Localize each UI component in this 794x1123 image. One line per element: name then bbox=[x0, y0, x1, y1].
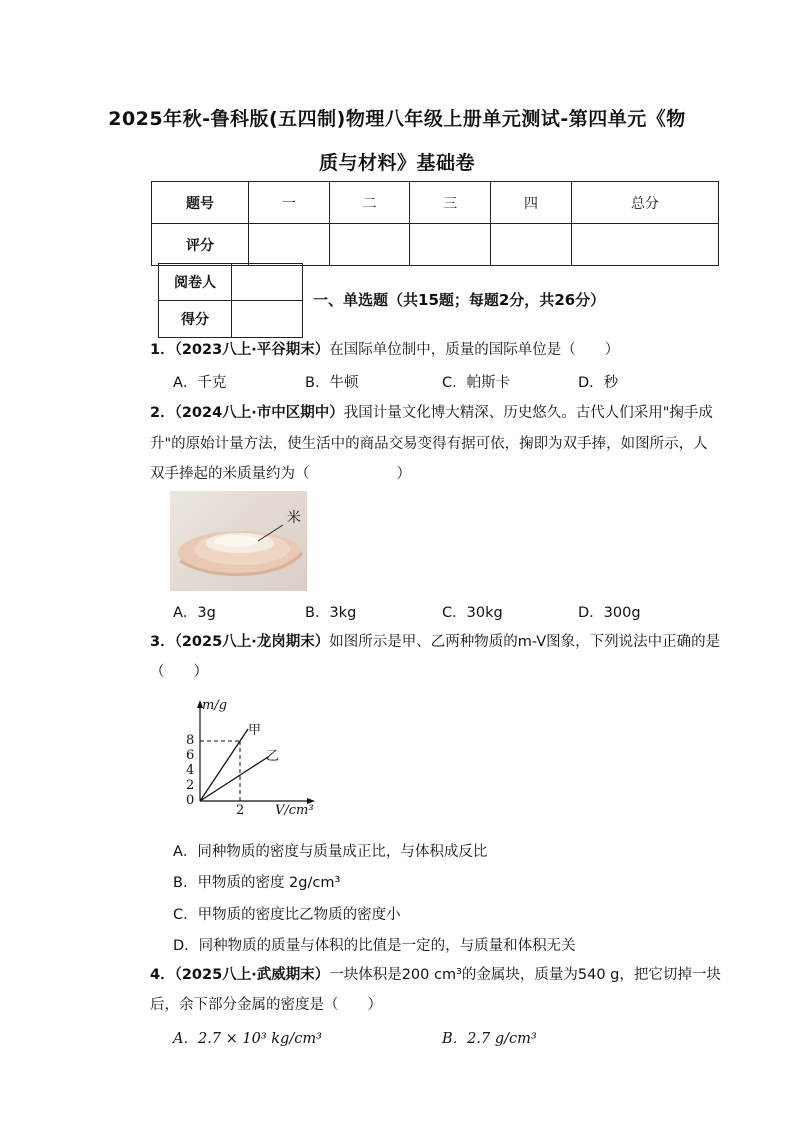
document-title-line2: 质与材料》基础卷 bbox=[318, 152, 475, 174]
q4-option-b: B．2.7 g/cm³ bbox=[442, 1031, 537, 1047]
reviewer-cell bbox=[232, 264, 303, 301]
y-tick-0: 0 bbox=[186, 793, 195, 808]
q1-option-c: C．帕斯卡 bbox=[442, 375, 511, 391]
reviewer-table bbox=[158, 263, 303, 338]
score-table-header-row bbox=[152, 182, 719, 224]
score-cell bbox=[491, 224, 572, 266]
score-cell bbox=[329, 224, 410, 266]
q3-option-c: C．甲物质的密度比乙物质的密度小 bbox=[173, 907, 401, 923]
score-table-col-1: 一 bbox=[249, 182, 330, 224]
line-yi bbox=[200, 757, 268, 801]
y-tick-6: 6 bbox=[186, 748, 195, 763]
question-1-text: 在国际单位制中，质量的国际单位是（ ） bbox=[329, 342, 620, 358]
question-4-line-1: 一块体积是200 cm³的金属块，质量为540 g，把它切掉一块 bbox=[329, 967, 721, 983]
score-table-score-row bbox=[152, 224, 719, 266]
question-2-line-3: 双手捧起的米质量约为（ ） bbox=[150, 466, 411, 482]
question-4 bbox=[150, 965, 721, 985]
question-3-tag: 3．（2025八上·龙岗期末） bbox=[150, 634, 330, 650]
label-jia: 甲 bbox=[248, 723, 262, 738]
q1-option-d: D．秒 bbox=[578, 375, 619, 391]
rice-hands-illustration bbox=[170, 491, 307, 591]
question-3-line-1: 如图所示是甲、乙两种物质的m-V图象，下列说法中正确的是 bbox=[329, 634, 721, 650]
reviewer-score-cell bbox=[232, 301, 303, 338]
y-tick-8: 8 bbox=[186, 733, 195, 748]
question-3 bbox=[150, 632, 720, 652]
q2-option-a: A．3g bbox=[173, 605, 216, 621]
graph-xlabel: V/cm³ bbox=[275, 803, 314, 818]
reviewer-score-label: 得分 bbox=[159, 301, 232, 338]
score-cell bbox=[410, 224, 491, 266]
question-2-line-2: 升"的原始计量方法，使生活中的商品交易变得有据可依，掬即为双手捧，如图所示，人 bbox=[150, 436, 708, 452]
mv-graph bbox=[180, 695, 330, 825]
question-3-line-2: （ ） bbox=[150, 664, 208, 680]
score-table-col-4: 四 bbox=[491, 182, 572, 224]
question-4-line-2: 后，余下部分金属的密度是（ ） bbox=[150, 997, 382, 1013]
rice-hands-photo bbox=[170, 491, 307, 591]
score-table-score-label: 评分 bbox=[152, 224, 249, 266]
q3-option-d: D．同种物质的质量与体积的比值是一定的，与质量和体积无关 bbox=[173, 938, 576, 954]
score-table bbox=[151, 181, 719, 266]
x-tick-2: 2 bbox=[236, 803, 245, 818]
score-table-col-total: 总分 bbox=[571, 182, 718, 224]
question-2 bbox=[150, 403, 713, 423]
score-cell bbox=[249, 224, 330, 266]
label-yi: 乙 bbox=[266, 749, 280, 764]
q4-option-a: A．2.7 × 10³ kg/cm³ bbox=[173, 1031, 322, 1047]
question-4-tag: 4．（2025八上·武威期末） bbox=[150, 967, 330, 983]
question-1 bbox=[150, 340, 619, 360]
score-table-col-3: 三 bbox=[410, 182, 491, 224]
score-table-header-label: 题号 bbox=[152, 182, 249, 224]
section-heading: 一、单选题（共15题；每题2分，共26分） bbox=[313, 291, 606, 309]
graph-ylabel: m/g bbox=[202, 698, 228, 713]
q1-option-a: A．千克 bbox=[173, 375, 227, 391]
q2-option-c: C．30kg bbox=[442, 605, 503, 621]
q2-option-d: D．300g bbox=[578, 605, 641, 621]
question-2-line-1: 我国计量文化博大精深、历史悠久。古代人们采用"掬手成 bbox=[343, 405, 713, 421]
q3-option-a: A．同种物质的密度与质量成正比，与体积成反比 bbox=[173, 844, 488, 860]
document-title-line1: 2025年秋-鲁科版(五四制)物理八年级上册单元测试-第四单元《物 bbox=[108, 108, 686, 130]
y-tick-4: 4 bbox=[186, 763, 195, 778]
q2-option-b: B．3kg bbox=[305, 605, 357, 621]
line-jia bbox=[200, 729, 248, 801]
reviewer-label: 阅卷人 bbox=[159, 264, 232, 301]
rice-label: 米 bbox=[287, 510, 301, 526]
score-cell bbox=[571, 224, 718, 266]
question-2-tag: 2．（2024八上·市中区期中） bbox=[150, 405, 344, 421]
score-table-col-2: 二 bbox=[329, 182, 410, 224]
q1-option-b: B．牛顿 bbox=[305, 375, 359, 391]
question-1-tag: 1．（2023八上·平谷期末） bbox=[150, 342, 330, 358]
y-tick-2: 2 bbox=[186, 778, 195, 793]
q3-option-b: B．甲物质的密度 2g/cm³ bbox=[173, 875, 341, 891]
